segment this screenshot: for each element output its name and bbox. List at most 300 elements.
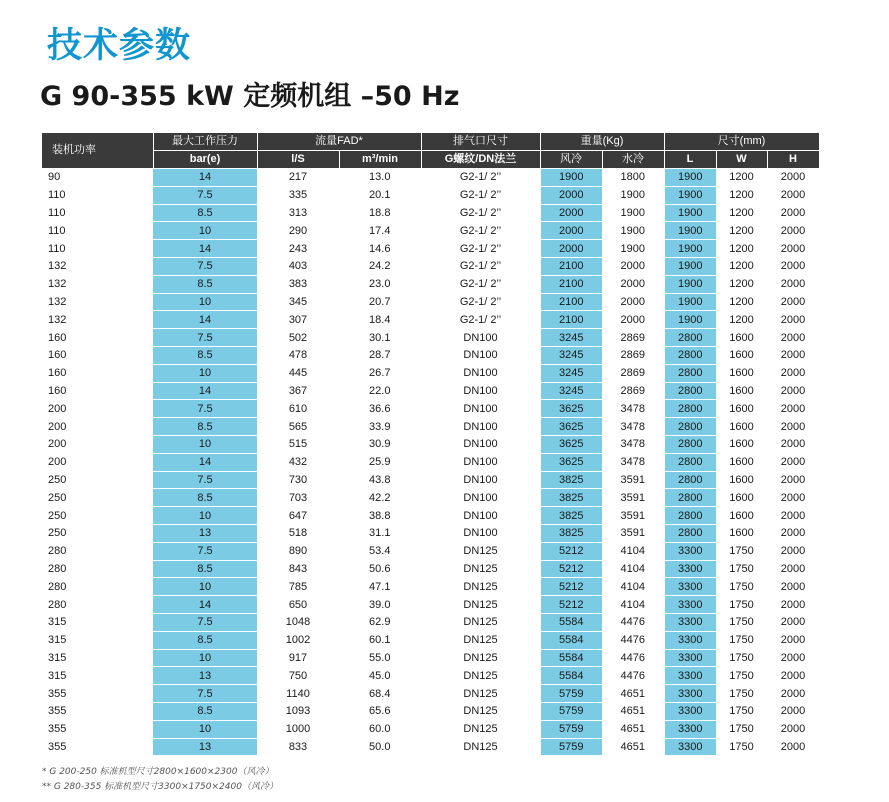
- cell-weight-air: 3245: [540, 382, 602, 400]
- cell-size-w: 1200: [716, 257, 767, 275]
- cell-size-h: 2000: [767, 489, 819, 507]
- cell-size-h: 2000: [767, 649, 819, 667]
- cell-weight-water: 4476: [602, 613, 664, 631]
- cell-weight-air: 1900: [540, 169, 602, 187]
- table-row: [42, 685, 819, 703]
- cell-fad-ls: 833: [257, 738, 339, 756]
- table-row: [42, 400, 819, 418]
- cell-weight-water: 4476: [602, 667, 664, 685]
- cell-pressure: 10: [153, 649, 257, 667]
- cell-size-l: 3300: [664, 578, 716, 596]
- cell-size-w: 1600: [716, 346, 767, 364]
- cell-fad-m3: 31.1: [339, 524, 421, 542]
- cell-weight-water: 1900: [602, 204, 664, 222]
- cell-size-h: 2000: [767, 240, 819, 258]
- cell-size-l: 2800: [664, 507, 716, 525]
- cell-weight-air: 3245: [540, 346, 602, 364]
- cell-outlet: DN100: [421, 329, 540, 347]
- cell-power: 280: [42, 578, 153, 596]
- cell-outlet: DN100: [421, 418, 540, 436]
- cell-fad-ls: 518: [257, 524, 339, 542]
- cell-fad-m3: 30.9: [339, 435, 421, 453]
- cell-outlet: G2-1/ 2’’: [421, 186, 540, 204]
- cell-fad-m3: 55.0: [339, 649, 421, 667]
- cell-weight-air: 3625: [540, 418, 602, 436]
- cell-size-l: 3300: [664, 738, 716, 756]
- cell-size-h: 2000: [767, 596, 819, 614]
- cell-power: 280: [42, 542, 153, 560]
- cell-fad-m3: 33.9: [339, 418, 421, 436]
- subheader-fad-m3: m³/min: [339, 151, 421, 169]
- cell-size-l: 1900: [664, 222, 716, 240]
- subheader-H: H: [767, 151, 819, 169]
- cell-size-l: 3300: [664, 613, 716, 631]
- cell-weight-water: 4651: [602, 702, 664, 720]
- cell-power: 160: [42, 346, 153, 364]
- cell-size-w: 1600: [716, 382, 767, 400]
- cell-pressure: 7.5: [153, 186, 257, 204]
- cell-fad-m3: 39.0: [339, 596, 421, 614]
- cell-fad-ls: 478: [257, 346, 339, 364]
- table-row: [42, 222, 819, 240]
- subheader-air: 风冷: [540, 151, 602, 169]
- cell-pressure: 7.5: [153, 329, 257, 347]
- cell-outlet: DN125: [421, 596, 540, 614]
- cell-power: 355: [42, 685, 153, 703]
- cell-power: 355: [42, 738, 153, 756]
- cell-size-h: 2000: [767, 453, 819, 471]
- cell-size-w: 1200: [716, 222, 767, 240]
- cell-fad-m3: 45.0: [339, 667, 421, 685]
- table-row: [42, 596, 819, 614]
- cell-power: 250: [42, 507, 153, 525]
- table-row: [42, 435, 819, 453]
- cell-weight-water: 1900: [602, 186, 664, 204]
- cell-size-l: 3300: [664, 702, 716, 720]
- table-row: [42, 311, 819, 329]
- cell-power: 132: [42, 257, 153, 275]
- cell-power: 250: [42, 524, 153, 542]
- cell-outlet: DN100: [421, 453, 540, 471]
- cell-fad-m3: 17.4: [339, 222, 421, 240]
- cell-size-w: 1200: [716, 204, 767, 222]
- cell-power: 355: [42, 720, 153, 738]
- cell-weight-air: 5759: [540, 685, 602, 703]
- cell-outlet: DN125: [421, 631, 540, 649]
- spec-table-body: [42, 169, 819, 756]
- cell-size-h: 2000: [767, 169, 819, 187]
- cell-fad-m3: 24.2: [339, 257, 421, 275]
- cell-size-h: 2000: [767, 222, 819, 240]
- cell-size-l: 2800: [664, 364, 716, 382]
- cell-fad-ls: 1002: [257, 631, 339, 649]
- cell-fad-ls: 610: [257, 400, 339, 418]
- cell-size-h: 2000: [767, 257, 819, 275]
- cell-fad-ls: 367: [257, 382, 339, 400]
- cell-weight-water: 2000: [602, 275, 664, 293]
- table-row: [42, 489, 819, 507]
- cell-weight-air: 3245: [540, 329, 602, 347]
- cell-fad-m3: 43.8: [339, 471, 421, 489]
- table-row: [42, 471, 819, 489]
- cell-outlet: G2-1/ 2’’: [421, 169, 540, 187]
- cell-size-w: 1750: [716, 578, 767, 596]
- cell-fad-ls: 917: [257, 649, 339, 667]
- cell-size-h: 2000: [767, 311, 819, 329]
- footnote-1: * G 200-250 标准机型尺寸2800×1600×2300（风冷）: [42, 767, 274, 777]
- cell-weight-air: 2100: [540, 293, 602, 311]
- cell-fad-ls: 383: [257, 275, 339, 293]
- table-row: [42, 649, 819, 667]
- cell-size-w: 1750: [716, 685, 767, 703]
- cell-fad-ls: 335: [257, 186, 339, 204]
- cell-fad-m3: 26.7: [339, 364, 421, 382]
- table-subheader-row: [42, 151, 819, 169]
- cell-outlet: DN125: [421, 560, 540, 578]
- cell-outlet: DN100: [421, 364, 540, 382]
- cell-fad-ls: 217: [257, 169, 339, 187]
- cell-weight-water: 3478: [602, 400, 664, 418]
- table-row: [42, 169, 819, 187]
- cell-size-l: 3300: [664, 685, 716, 703]
- cell-size-h: 2000: [767, 578, 819, 596]
- cell-weight-water: 3591: [602, 507, 664, 525]
- header-weight: 重量(Kg): [540, 133, 664, 151]
- cell-size-l: 1900: [664, 311, 716, 329]
- cell-pressure: 8.5: [153, 346, 257, 364]
- cell-size-w: 1200: [716, 275, 767, 293]
- cell-size-h: 2000: [767, 400, 819, 418]
- cell-weight-air: 5584: [540, 649, 602, 667]
- cell-fad-m3: 36.6: [339, 400, 421, 418]
- cell-fad-m3: 50.0: [339, 738, 421, 756]
- cell-size-w: 1600: [716, 471, 767, 489]
- cell-size-h: 2000: [767, 613, 819, 631]
- subheader-L: L: [664, 151, 716, 169]
- cell-size-l: 2800: [664, 400, 716, 418]
- cell-size-l: 3300: [664, 720, 716, 738]
- cell-fad-m3: 65.6: [339, 702, 421, 720]
- table-row: [42, 418, 819, 436]
- cell-weight-air: 5759: [540, 738, 602, 756]
- cell-weight-air: 5759: [540, 720, 602, 738]
- cell-pressure: 13: [153, 738, 257, 756]
- header-fad: 流量FAD*: [257, 133, 421, 151]
- cell-power: 280: [42, 596, 153, 614]
- cell-size-w: 1600: [716, 400, 767, 418]
- cell-fad-ls: 1048: [257, 613, 339, 631]
- cell-size-w: 1750: [716, 596, 767, 614]
- cell-weight-air: 2000: [540, 186, 602, 204]
- table-row: [42, 364, 819, 382]
- cell-weight-water: 2869: [602, 382, 664, 400]
- cell-pressure: 10: [153, 364, 257, 382]
- cell-fad-ls: 843: [257, 560, 339, 578]
- cell-fad-ls: 565: [257, 418, 339, 436]
- cell-fad-ls: 785: [257, 578, 339, 596]
- cell-outlet: DN100: [421, 382, 540, 400]
- header-outlet: 排气口尺寸: [421, 133, 540, 151]
- cell-outlet: DN125: [421, 702, 540, 720]
- cell-weight-air: 3825: [540, 489, 602, 507]
- cell-pressure: 14: [153, 169, 257, 187]
- cell-pressure: 10: [153, 293, 257, 311]
- table-row: [42, 738, 819, 756]
- cell-size-w: 1750: [716, 613, 767, 631]
- cell-size-w: 1200: [716, 240, 767, 258]
- subheader-water: 水冷: [602, 151, 664, 169]
- cell-fad-ls: 647: [257, 507, 339, 525]
- subheader-pressure: bar(e): [153, 151, 257, 169]
- cell-outlet: DN125: [421, 720, 540, 738]
- cell-size-l: 1900: [664, 293, 716, 311]
- cell-weight-water: 4476: [602, 649, 664, 667]
- cell-outlet: DN125: [421, 578, 540, 596]
- cell-weight-water: 3478: [602, 435, 664, 453]
- cell-size-w: 1600: [716, 364, 767, 382]
- cell-fad-m3: 18.8: [339, 204, 421, 222]
- cell-pressure: 10: [153, 720, 257, 738]
- cell-size-l: 3300: [664, 542, 716, 560]
- cell-power: 110: [42, 186, 153, 204]
- cell-size-w: 1600: [716, 507, 767, 525]
- cell-weight-air: 3625: [540, 435, 602, 453]
- cell-size-l: 1900: [664, 240, 716, 258]
- cell-power: 250: [42, 471, 153, 489]
- cell-size-l: 1900: [664, 257, 716, 275]
- cell-outlet: DN100: [421, 507, 540, 525]
- cell-fad-m3: 38.8: [339, 507, 421, 525]
- cell-weight-air: 3825: [540, 471, 602, 489]
- cell-weight-water: 4104: [602, 542, 664, 560]
- cell-weight-water: 4104: [602, 578, 664, 596]
- cell-weight-air: 5212: [540, 578, 602, 596]
- cell-fad-m3: 14.6: [339, 240, 421, 258]
- cell-fad-ls: 515: [257, 435, 339, 453]
- cell-pressure: 8.5: [153, 418, 257, 436]
- cell-size-l: 1900: [664, 275, 716, 293]
- cell-size-h: 2000: [767, 720, 819, 738]
- cell-power: 200: [42, 453, 153, 471]
- cell-outlet: DN125: [421, 613, 540, 631]
- cell-fad-ls: 502: [257, 329, 339, 347]
- cell-weight-air: 3825: [540, 524, 602, 542]
- cell-power: 315: [42, 667, 153, 685]
- cell-fad-ls: 1140: [257, 685, 339, 703]
- table-row: [42, 560, 819, 578]
- cell-weight-air: 5212: [540, 596, 602, 614]
- table-row: [42, 240, 819, 258]
- cell-fad-ls: 243: [257, 240, 339, 258]
- cell-weight-air: 5584: [540, 631, 602, 649]
- table-row: [42, 507, 819, 525]
- cell-pressure: 10: [153, 435, 257, 453]
- cell-power: 250: [42, 489, 153, 507]
- cell-pressure: 14: [153, 382, 257, 400]
- table-row: [42, 720, 819, 738]
- table-row: [42, 382, 819, 400]
- cell-size-l: 2800: [664, 418, 716, 436]
- cell-power: 315: [42, 613, 153, 631]
- cell-weight-air: 2000: [540, 204, 602, 222]
- cell-size-h: 2000: [767, 631, 819, 649]
- cell-power: 90: [42, 169, 153, 187]
- cell-size-w: 1200: [716, 293, 767, 311]
- table-row: [42, 346, 819, 364]
- cell-weight-air: 3625: [540, 453, 602, 471]
- cell-pressure: 10: [153, 578, 257, 596]
- cell-size-h: 2000: [767, 293, 819, 311]
- cell-weight-air: 2000: [540, 240, 602, 258]
- cell-pressure: 8.5: [153, 631, 257, 649]
- cell-size-w: 1750: [716, 702, 767, 720]
- cell-size-h: 2000: [767, 204, 819, 222]
- table-header-row: [42, 133, 819, 151]
- cell-size-w: 1750: [716, 720, 767, 738]
- cell-weight-air: 5584: [540, 613, 602, 631]
- cell-weight-water: 1800: [602, 169, 664, 187]
- header-pressure: 最大工作压力: [153, 133, 257, 151]
- cell-size-w: 1600: [716, 453, 767, 471]
- cell-fad-m3: 23.0: [339, 275, 421, 293]
- cell-fad-ls: 1000: [257, 720, 339, 738]
- cell-fad-m3: 60.1: [339, 631, 421, 649]
- cell-outlet: DN125: [421, 667, 540, 685]
- cell-power: 132: [42, 311, 153, 329]
- table-row: [42, 329, 819, 347]
- cell-size-w: 1600: [716, 435, 767, 453]
- table-row: [42, 204, 819, 222]
- cell-size-w: 1750: [716, 738, 767, 756]
- cell-weight-water: 1900: [602, 240, 664, 258]
- cell-weight-water: 1900: [602, 222, 664, 240]
- cell-weight-air: 2100: [540, 275, 602, 293]
- cell-power: 200: [42, 418, 153, 436]
- table-row: [42, 702, 819, 720]
- cell-size-h: 2000: [767, 329, 819, 347]
- subheader-W: W: [716, 151, 767, 169]
- cell-size-l: 2800: [664, 435, 716, 453]
- cell-weight-water: 3478: [602, 453, 664, 471]
- cell-power: 160: [42, 382, 153, 400]
- cell-pressure: 8.5: [153, 204, 257, 222]
- cell-weight-water: 4651: [602, 738, 664, 756]
- cell-outlet: DN100: [421, 435, 540, 453]
- cell-size-l: 3300: [664, 649, 716, 667]
- cell-size-h: 2000: [767, 667, 819, 685]
- cell-weight-water: 4476: [602, 631, 664, 649]
- cell-weight-air: 3625: [540, 400, 602, 418]
- cell-fad-m3: 25.9: [339, 453, 421, 471]
- cell-pressure: 8.5: [153, 489, 257, 507]
- cell-fad-ls: 445: [257, 364, 339, 382]
- cell-fad-ls: 703: [257, 489, 339, 507]
- cell-pressure: 7.5: [153, 685, 257, 703]
- cell-power: 355: [42, 702, 153, 720]
- cell-power: 200: [42, 435, 153, 453]
- cell-power: 315: [42, 649, 153, 667]
- cell-fad-ls: 307: [257, 311, 339, 329]
- cell-weight-water: 3478: [602, 418, 664, 436]
- cell-weight-water: 2000: [602, 257, 664, 275]
- cell-pressure: 14: [153, 240, 257, 258]
- cell-weight-air: 3245: [540, 364, 602, 382]
- cell-outlet: DN125: [421, 542, 540, 560]
- cell-power: 110: [42, 204, 153, 222]
- cell-size-h: 2000: [767, 435, 819, 453]
- cell-fad-m3: 62.9: [339, 613, 421, 631]
- cell-fad-ls: 1093: [257, 702, 339, 720]
- cell-weight-air: 3825: [540, 507, 602, 525]
- cell-size-w: 1600: [716, 329, 767, 347]
- cell-size-h: 2000: [767, 702, 819, 720]
- cell-weight-water: 2000: [602, 311, 664, 329]
- cell-size-h: 2000: [767, 507, 819, 525]
- cell-weight-water: 2869: [602, 346, 664, 364]
- cell-pressure: 8.5: [153, 275, 257, 293]
- cell-fad-m3: 20.1: [339, 186, 421, 204]
- cell-outlet: DN125: [421, 685, 540, 703]
- cell-pressure: 13: [153, 667, 257, 685]
- cell-size-h: 2000: [767, 418, 819, 436]
- table-row: [42, 542, 819, 560]
- subheader-fad-ls: l/S: [257, 151, 339, 169]
- cell-power: 200: [42, 400, 153, 418]
- table-row: [42, 257, 819, 275]
- cell-pressure: 7.5: [153, 613, 257, 631]
- cell-weight-air: 2000: [540, 222, 602, 240]
- cell-weight-water: 4651: [602, 685, 664, 703]
- cell-fad-ls: 290: [257, 222, 339, 240]
- cell-fad-ls: 403: [257, 257, 339, 275]
- cell-outlet: DN100: [421, 489, 540, 507]
- cell-size-l: 2800: [664, 524, 716, 542]
- cell-weight-water: 3591: [602, 471, 664, 489]
- cell-size-w: 1750: [716, 667, 767, 685]
- cell-power: 132: [42, 293, 153, 311]
- header-size: 尺寸(mm): [664, 133, 819, 151]
- cell-outlet: G2-1/ 2’’: [421, 257, 540, 275]
- cell-fad-m3: 47.1: [339, 578, 421, 596]
- cell-pressure: 8.5: [153, 560, 257, 578]
- cell-outlet: DN125: [421, 738, 540, 756]
- footnote-2: ** G 280-355 标准机型尺寸3300×1750×2400（风冷）: [42, 782, 278, 792]
- cell-size-w: 1600: [716, 418, 767, 436]
- cell-outlet: G2-1/ 2’’: [421, 293, 540, 311]
- cell-size-h: 2000: [767, 542, 819, 560]
- cell-size-h: 2000: [767, 364, 819, 382]
- cell-size-w: 1600: [716, 524, 767, 542]
- cell-size-l: 3300: [664, 667, 716, 685]
- cell-fad-m3: 30.1: [339, 329, 421, 347]
- cell-pressure: 7.5: [153, 400, 257, 418]
- cell-fad-m3: 13.0: [339, 169, 421, 187]
- cell-pressure: 14: [153, 596, 257, 614]
- cell-power: 110: [42, 240, 153, 258]
- cell-size-l: 3300: [664, 560, 716, 578]
- cell-size-w: 1600: [716, 489, 767, 507]
- cell-size-l: 1900: [664, 169, 716, 187]
- cell-fad-m3: 68.4: [339, 685, 421, 703]
- cell-fad-ls: 432: [257, 453, 339, 471]
- cell-fad-m3: 60.0: [339, 720, 421, 738]
- page-subtitle: G 90-355 kW 定频机组 –50 Hz: [40, 81, 460, 112]
- cell-pressure: 8.5: [153, 702, 257, 720]
- cell-size-h: 2000: [767, 685, 819, 703]
- cell-size-l: 1900: [664, 204, 716, 222]
- cell-fad-m3: 28.7: [339, 346, 421, 364]
- cell-power: 132: [42, 275, 153, 293]
